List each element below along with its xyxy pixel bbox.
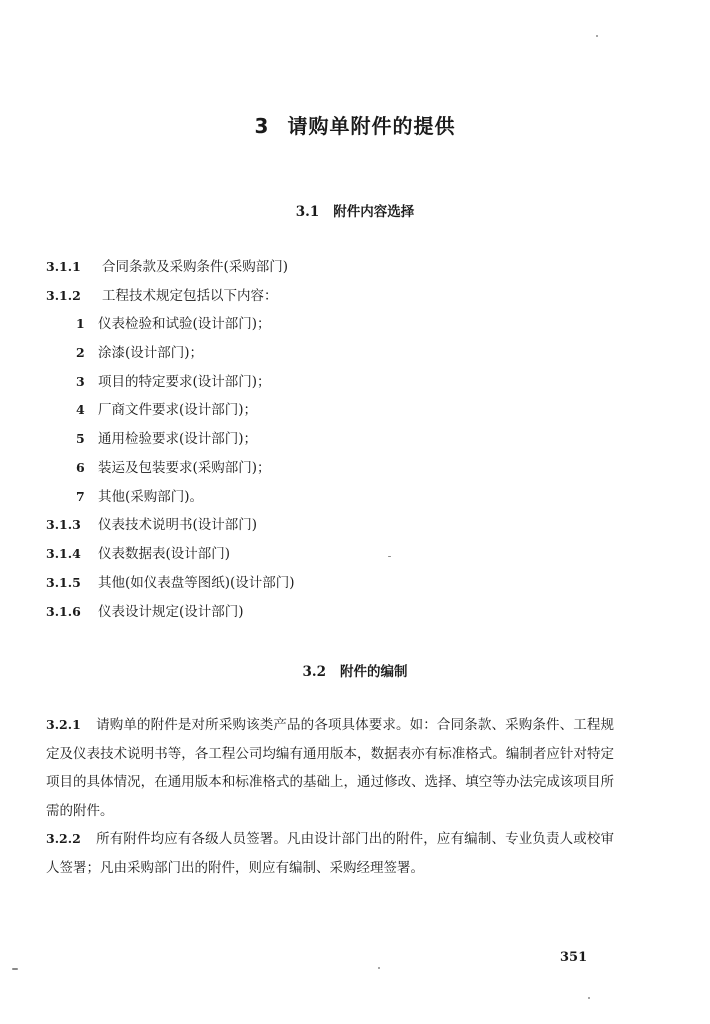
clause-text: 工程技术规定包括以下内容： bbox=[102, 288, 278, 304]
item-text: 通用检验要求(设计部门)； bbox=[98, 431, 258, 447]
section-number: 3.2 bbox=[302, 664, 326, 680]
section-3-2-title bbox=[0, 660, 710, 680]
item-text: 项目的特定要求(设计部门)； bbox=[98, 374, 271, 390]
item-number: 7 bbox=[76, 489, 85, 504]
paragraph-text: 所有附件均应有各级人员签署。凡由设计部门出的附件，应有编制、专业负责人或校审人签署；凡由采购部门出的附件，则应有编制、采购经理签署。 bbox=[46, 831, 614, 876]
paragraph-text: 请购单的附件是对所采购该类产品的各项具体要求。如：合同条款、采购条件、工程规定及仪表技术说明书等，各工程公司均编有通用版本，数据表亦有标准格式。编制者应针对特定项目的具体情况，在通用版本和标准格式的基础上，通过修改、选择、填空等办法完成该项目所需的附件。 bbox=[46, 717, 614, 819]
item-number: 6 bbox=[76, 460, 85, 475]
clause-number: 3.1.4 bbox=[46, 546, 81, 561]
clause-text: 合同条款及采购条件(采购部门) bbox=[102, 259, 289, 275]
item-number: 3 bbox=[76, 374, 85, 389]
section-title-text: 附件内容选择 bbox=[333, 204, 415, 220]
chapter-title-text: 请购单附件的提供 bbox=[287, 114, 456, 138]
list-item bbox=[76, 314, 271, 334]
item-number: 5 bbox=[76, 431, 85, 446]
clause-3-1-3 bbox=[46, 515, 257, 535]
page-number: 351 bbox=[560, 950, 588, 965]
section-3-1-title bbox=[0, 200, 710, 220]
clause-number: 3.1.3 bbox=[46, 517, 81, 532]
scan-speck bbox=[12, 968, 18, 970]
scan-speck bbox=[588, 997, 590, 999]
item-text: 仪表检验和试验(设计部门)； bbox=[98, 316, 271, 332]
clause-3-1-5 bbox=[46, 573, 295, 593]
item-number: 4 bbox=[76, 402, 85, 417]
item-number: 1 bbox=[76, 316, 85, 331]
clause-text: 其他(如仪表盘等图纸)(设计部门) bbox=[98, 575, 295, 591]
list-item bbox=[76, 487, 203, 507]
scan-speck bbox=[596, 35, 598, 37]
chapter-number: 3 bbox=[254, 114, 270, 138]
clause-text: 仪表设计规定(设计部门) bbox=[98, 604, 244, 620]
chapter-title bbox=[0, 110, 710, 139]
clause-number: 3.1.5 bbox=[46, 575, 81, 590]
clause-number: 3.1.2 bbox=[46, 288, 81, 303]
clause-number: 3.1.1 bbox=[46, 259, 81, 274]
clause-3-1-2 bbox=[46, 286, 278, 306]
item-number: 2 bbox=[76, 345, 85, 360]
scan-speck bbox=[388, 556, 391, 557]
paragraph-3-2-2 bbox=[46, 825, 614, 882]
item-text: 装运及包装要求(采购部门)； bbox=[98, 460, 271, 476]
scan-speck bbox=[378, 967, 380, 969]
item-text: 厂商文件要求(设计部门)； bbox=[98, 402, 258, 418]
list-item bbox=[76, 458, 271, 478]
list-item bbox=[76, 429, 257, 449]
paragraph-3-2-1 bbox=[46, 711, 614, 825]
clause-number: 3.1.6 bbox=[46, 604, 81, 619]
list-item bbox=[76, 343, 203, 363]
clause-3-1-4 bbox=[46, 544, 230, 564]
clause-text: 仪表技术说明书(设计部门) bbox=[98, 517, 258, 533]
section-number: 3.1 bbox=[295, 204, 320, 220]
clause-number: 3.2.1 bbox=[46, 717, 81, 732]
clause-3-1-1 bbox=[46, 257, 288, 277]
list-item bbox=[76, 372, 271, 392]
list-item bbox=[76, 400, 257, 420]
clause-number: 3.2.2 bbox=[46, 831, 81, 846]
section-title-text: 附件的编制 bbox=[340, 664, 408, 680]
item-text: 其他(采购部门)。 bbox=[98, 489, 204, 505]
clause-text: 仪表数据表(设计部门) bbox=[98, 546, 231, 562]
clause-3-1-6 bbox=[46, 602, 244, 622]
item-text: 涂漆(设计部门)； bbox=[98, 345, 204, 361]
